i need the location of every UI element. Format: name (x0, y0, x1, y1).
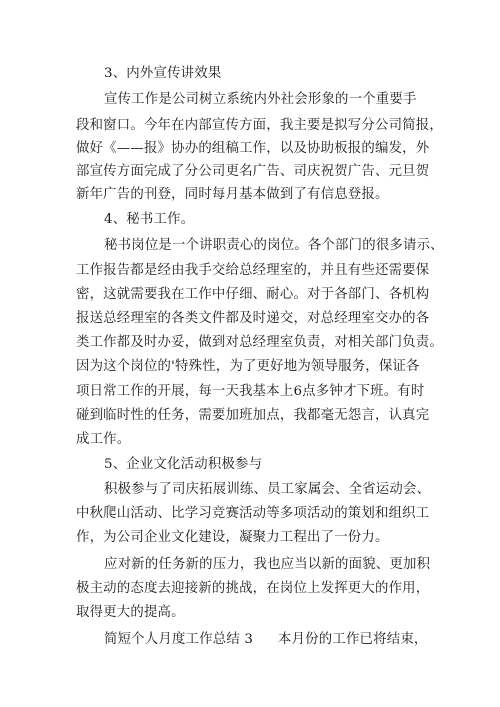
paragraph-line: 类工作都及时办妥，做到对总经理室负责，对相关部门负责。 (76, 335, 443, 350)
paragraph-line: 秘书岗位是一个讲职责心的岗位。各个部门的很多请示、 (104, 238, 444, 253)
paragraph-line: 成工作。 (76, 432, 131, 447)
paragraph-line: 取得更大的提高。 (76, 605, 185, 620)
section-4-heading: 4、秘书工作。 (104, 212, 195, 227)
section-5-heading: 5、企业文化活动积极参与 (104, 457, 263, 472)
paragraph-line: 新年广告的刊登，同时每月基本做到了有信息登报。 (76, 187, 389, 202)
paragraph-line: 密，这就需要我在工作中仔细、耐心。对于各部门、各机构 (76, 287, 430, 302)
next-article-text: 本月份的工作已将结束， (278, 632, 428, 647)
paragraph-line: 工作报告都是经由我手交给总经理室的，并且有些还需要保 (76, 263, 430, 278)
paragraph-line: 因为这个岗位的'特殊性，为了更好地为领导服务，保证各 (76, 359, 420, 374)
paragraph-line: 中秋爬山活动、比学习竞赛活动等多项活动的策划和组织工 (76, 506, 430, 521)
paragraph-line: 积极参与了司庆拓展训练、员工家属会、全省运动会、 (104, 482, 431, 497)
next-article-title: 简短个人月度工作总结 3 (104, 632, 254, 647)
paragraph-line: 应对新的任务新的压力，我也应当以新的面貌、更加积 (104, 557, 431, 572)
paragraph-line: 项日常工作的开展，每一天我基本上6点多钟才下班。有时 (76, 384, 425, 399)
paragraph-line: 报送总经理室的各类文件都及时递交，对总经理室交办的各 (76, 311, 430, 326)
paragraph-line: 宣传工作是公司树立系统内外社会形象的一个重要手 (104, 92, 417, 107)
paragraph-line: 碰到临时性的任务，需要加班加点，我都毫无怨言，认真完 (76, 408, 430, 423)
paragraph-line: 段和窗口。今年在内部宣传方面，我主要是拟写分公司简报， (76, 118, 443, 133)
paragraph-line: 极主动的态度去迎接新的挑战，在岗位上发挥更大的作用， (76, 581, 430, 596)
section-3-heading: 3、内外宣传讲效果 (104, 66, 222, 81)
paragraph-line: 做好《——报》协办的组稿工作，以及协助板报的编发，外 (76, 141, 430, 156)
paragraph-line: 部宣传方面完成了分公司更名广告、司庆祝贺广告、元旦贺 (76, 164, 430, 179)
paragraph-line: 作，为公司企业文化建设，凝聚力工程出了一份力。 (76, 530, 389, 545)
